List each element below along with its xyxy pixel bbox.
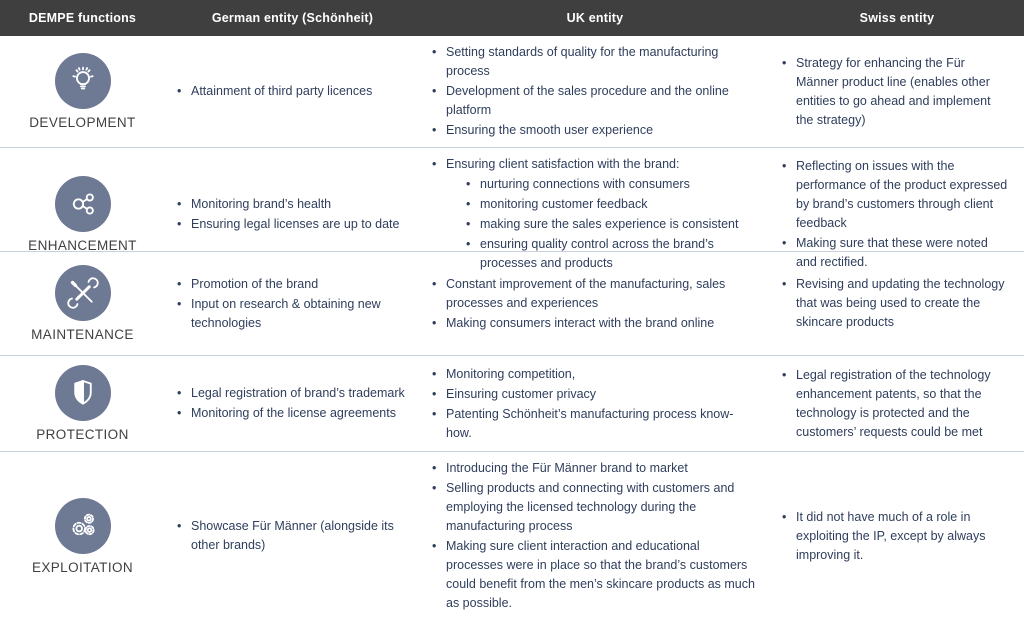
bullet-list xyxy=(430,42,756,141)
bullet-list xyxy=(175,383,406,424)
function-label: ENHANCEMENT xyxy=(28,237,137,253)
bullet-list xyxy=(430,274,756,334)
bullet-item: • Reflecting on issues with the performance of the product expressed by brand’s customers through client feedback xyxy=(780,157,1010,233)
function-cell xyxy=(0,452,165,620)
header-uk-entity: UK entity xyxy=(566,11,624,25)
function-cell xyxy=(0,36,165,147)
shield-icon xyxy=(55,365,111,421)
swiss-entity-cell xyxy=(770,36,1024,147)
function-cell xyxy=(0,356,165,451)
gears-icon xyxy=(55,498,111,554)
bullet-item: • Showcase Für Männer (alongside its other brands) xyxy=(175,517,406,555)
bullet-item: • Introducing the Für Männer brand to market xyxy=(430,459,756,478)
uk-entity-cell xyxy=(420,452,770,620)
bullet-list xyxy=(430,154,756,274)
bullet-item: • Input on research & obtaining new technologies xyxy=(175,295,406,333)
function-label: DEVELOPMENT xyxy=(29,115,136,130)
bullet-item: • Promotion of the brand xyxy=(175,275,406,294)
bullet-item: • Patenting Schönheit’s manufacturing process know-how. xyxy=(430,405,756,443)
bullet-item: • Ensuring the smooth user experience xyxy=(430,121,756,140)
bullet-item: • Ensuring legal licenses are up to date xyxy=(175,215,406,234)
bullet-list xyxy=(780,507,1010,566)
table-row xyxy=(0,452,1024,610)
bullet-list xyxy=(780,365,1010,443)
bullet-item: • Development of the sales procedure and the online platform xyxy=(430,82,756,120)
german-entity-cell xyxy=(165,452,420,620)
share-icon xyxy=(55,176,111,232)
bullet-item: • Legal registration of the technology enhancement patents, so that the technology is protected and the customers’ requests could be met xyxy=(780,366,1010,442)
function-label: EXPLOITATION xyxy=(31,559,134,575)
bullet-item: • monitoring customer feedback xyxy=(464,195,774,214)
table-body xyxy=(0,36,1024,610)
header-row xyxy=(0,0,1024,36)
bullet-item: • Making sure that these were noted and rectified. xyxy=(780,234,1010,272)
lightbulb-icon xyxy=(55,53,111,109)
bullet-list xyxy=(175,516,406,556)
bullet-list xyxy=(175,274,406,334)
uk-entity-cell xyxy=(420,356,770,451)
bullet-item: • It did not have much of a role in exploiting the IP, except by always improving it. xyxy=(780,508,1010,565)
header-dempe-functions: DEMPE functions xyxy=(28,11,137,25)
bullet-list xyxy=(780,53,1010,131)
german-entity-cell xyxy=(165,36,420,147)
bullet-item: • Strategy for enhancing the Für Männer product line (enables other entities to go ahead and implement the strategy) xyxy=(780,54,1010,130)
bullet-item: • Monitoring brand’s health xyxy=(175,195,406,214)
bullet-item: • Constant improvement of the manufacturing, sales processes and experiences xyxy=(430,275,756,313)
table-row xyxy=(0,148,1024,270)
bullet-list xyxy=(464,175,774,273)
german-entity-cell xyxy=(165,252,420,355)
header-german-entity: German entity (Schönheit) xyxy=(211,11,374,25)
bullet-list xyxy=(430,364,756,444)
bullet-list xyxy=(175,194,406,235)
function-cell xyxy=(0,252,165,355)
bullet-item: • Making sure client interaction and educational processes were in place so that the brand’s customers could benefit from the men’s skincare products as much as possible. xyxy=(430,537,756,613)
bullet-item: • Einsuring customer privacy xyxy=(430,385,756,404)
bullet-item: • ensuring quality control across the brand’s processes and products xyxy=(464,235,774,273)
bullet-item: • Setting standards of quality for the manufacturing process xyxy=(430,43,756,81)
bullet-item: • Ensuring client satisfaction with the brand: • nurturing connections with consumers • monitoring customer feedback • making sure the sales experience is consistent • ensuring quality control across the brand’s processes and products xyxy=(430,155,756,273)
bullet-list xyxy=(780,274,1010,333)
swiss-entity-cell xyxy=(770,148,1024,280)
table-row xyxy=(0,356,1024,452)
function-label: PROTECTION xyxy=(36,427,129,442)
bullet-item: • nurturing connections with consumers xyxy=(464,175,774,194)
table-row xyxy=(0,36,1024,148)
uk-entity-cell xyxy=(420,148,770,280)
bullet-item: • Monitoring competition, xyxy=(430,365,756,384)
bullet-list xyxy=(780,156,1010,273)
bullet-list xyxy=(430,458,756,614)
bullet-item: • Legal registration of brand’s trademark xyxy=(175,384,406,403)
bullet-item: • Monitoring of the license agreements xyxy=(175,404,406,423)
bullet-item: • Selling products and connecting with customers and employing the licensed technology during the manufacturing process xyxy=(430,479,756,536)
header-swiss-entity: Swiss entity xyxy=(859,11,935,25)
tools-icon xyxy=(55,265,111,321)
swiss-entity-cell xyxy=(770,452,1024,620)
bullet-list xyxy=(175,81,406,102)
bullet-item: • Making consumers interact with the brand online xyxy=(430,314,756,333)
bullet-item: • Revising and updating the technology that was being used to create the skincare products xyxy=(780,275,1010,332)
uk-entity-cell xyxy=(420,36,770,147)
german-entity-cell xyxy=(165,356,420,451)
swiss-entity-cell xyxy=(770,356,1024,451)
bullet-item: • making sure the sales experience is consistent xyxy=(464,215,774,234)
bullet-item: • Attainment of third party licences xyxy=(175,82,406,101)
function-label: MAINTENANCE xyxy=(31,327,134,342)
